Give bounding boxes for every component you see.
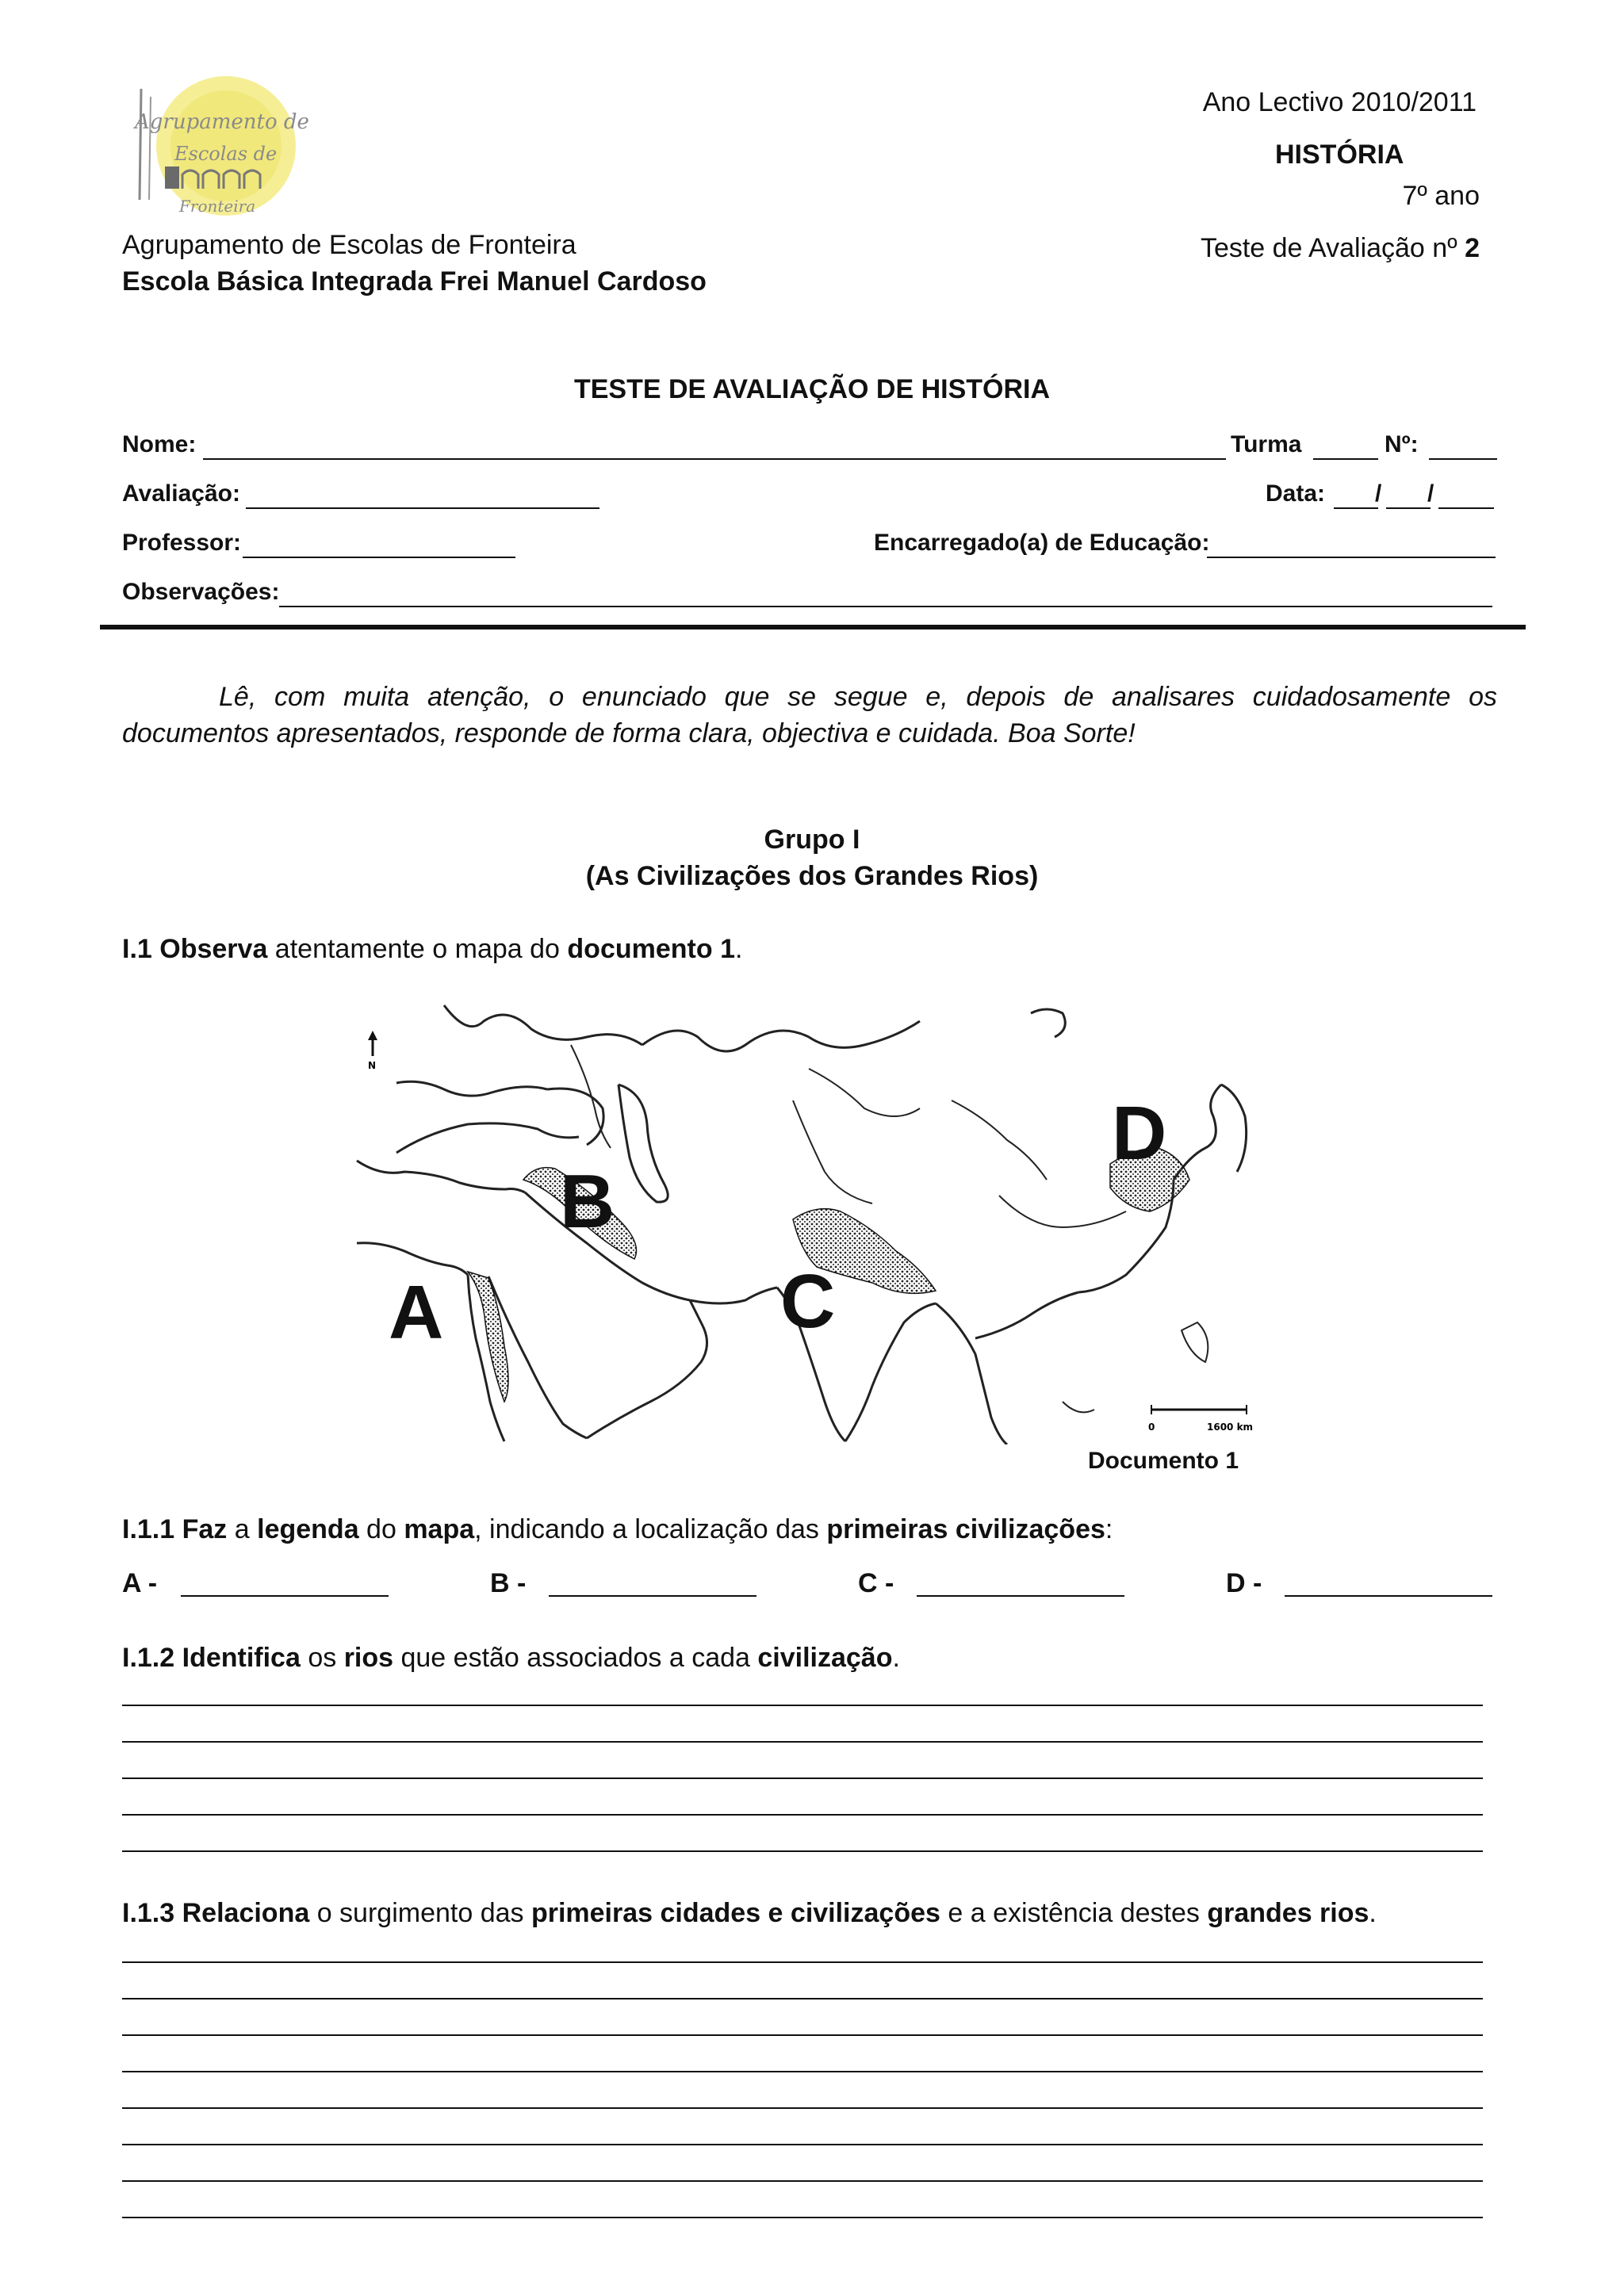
answer-line[interactable] — [122, 2034, 1483, 2036]
q111-t4: : — [1105, 1514, 1113, 1544]
question-1 — [122, 932, 742, 966]
logo-text-3: Fronteira — [179, 197, 256, 216]
q111-t3: , indicando a localização das — [474, 1514, 827, 1544]
group-subtitle: (As Civilizações dos Grandes Rios) — [585, 861, 1039, 891]
q111-b2: mapa — [404, 1514, 475, 1544]
subject: HISTÓRIA — [1275, 140, 1404, 170]
teacher-label: Professor: — [122, 530, 242, 556]
test-label: Teste de Avaliação nº — [1200, 233, 1465, 263]
logo-text-1: Agrupamento de — [135, 110, 309, 134]
question-1-1-1 — [122, 1513, 1113, 1546]
class-label: Turma — [1231, 431, 1302, 457]
q112-t3: . — [892, 1643, 900, 1673]
q111-b3: primeiras civilizações — [826, 1514, 1105, 1544]
q113-t1: o surgimento das — [309, 1898, 531, 1928]
q113-b2: grandes rios — [1207, 1898, 1369, 1928]
notes-label: Observações: — [122, 579, 280, 605]
date-month-field[interactable] — [1386, 507, 1431, 509]
answer-a-field[interactable] — [181, 1595, 389, 1597]
q112-num: I.1.2 — [122, 1643, 175, 1673]
q112-t1: os — [300, 1643, 344, 1673]
answer-b-label: B - — [490, 1568, 527, 1598]
school-name: Escola Básica Integrada Frei Manuel Cardoso — [122, 266, 707, 297]
answer-line[interactable] — [122, 2180, 1483, 2182]
teacher-field[interactable] — [243, 557, 515, 558]
instructions: Lê, com muita atenção, o enunciado que se segue e, depois de analisares cuidadosamente os documentos apresentados, responde de forma clara, objectiva e cuidada. Boa Sorte! — [122, 682, 1497, 748]
q112-b2: civilização — [757, 1643, 893, 1673]
class-field[interactable] — [1313, 458, 1378, 460]
question-1-1-3 — [122, 1896, 1377, 1930]
answer-line[interactable] — [122, 2107, 1483, 2109]
map-label-c: C — [780, 1259, 836, 1344]
q113-t3: . — [1369, 1898, 1377, 1928]
notes-field[interactable] — [279, 606, 1492, 607]
q113-num: I.1.3 — [122, 1898, 175, 1928]
answer-line[interactable] — [122, 1741, 1483, 1743]
answer-line[interactable] — [122, 1850, 1483, 1852]
answer-line[interactable] — [122, 2071, 1483, 2072]
q112-t2: que estão associados a cada — [393, 1643, 758, 1673]
map-label-a: A — [389, 1270, 444, 1355]
answer-line[interactable] — [122, 1814, 1483, 1816]
q111-t2: do — [358, 1514, 404, 1544]
date-sep-1: / — [1375, 480, 1382, 507]
name-field[interactable] — [203, 458, 1226, 460]
answer-line[interactable] — [122, 1705, 1483, 1706]
name-label: Nome: — [122, 431, 197, 457]
answer-a-label: A - — [122, 1568, 158, 1598]
scale-bar — [1148, 1405, 1253, 1433]
guardian-label: Encarregado(a) de Educação: — [874, 530, 1210, 556]
region-a — [468, 1272, 508, 1402]
map-label-b: B — [560, 1159, 615, 1244]
q1-doc: documento 1 — [567, 934, 735, 964]
map-svg — [349, 989, 1253, 1445]
map-caption: Documento 1 — [1088, 1448, 1239, 1474]
north-label: N — [368, 1060, 377, 1071]
grade: 7º ano — [1402, 181, 1480, 211]
answer-c-field[interactable] — [917, 1595, 1124, 1597]
answer-d-field[interactable] — [1285, 1595, 1492, 1597]
school-group: Agrupamento de Escolas de Fronteira — [122, 230, 576, 260]
answer-line[interactable] — [122, 1998, 1483, 1999]
group-title: Grupo I — [764, 825, 860, 855]
q1-text: atentamente o mapa do — [267, 934, 568, 964]
grade-field[interactable] — [246, 507, 599, 509]
map-label-d: D — [1112, 1091, 1167, 1176]
q113-verb: Relaciona — [182, 1898, 310, 1928]
q111-num: I.1.1 — [122, 1514, 175, 1544]
date-label: Data: — [1266, 480, 1326, 507]
date-sep-2: / — [1427, 480, 1434, 507]
answer-d-label: D - — [1226, 1568, 1262, 1598]
date-day-field[interactable] — [1334, 507, 1378, 509]
q111-t1: a — [227, 1514, 258, 1544]
q112-verb: Identifica — [182, 1643, 301, 1673]
answer-b-field[interactable] — [549, 1595, 756, 1597]
answer-line[interactable] — [122, 1961, 1483, 1963]
q1-end: . — [734, 934, 743, 964]
scale-zero: 0 — [1148, 1422, 1155, 1433]
number-field[interactable] — [1429, 458, 1497, 460]
guardian-field[interactable] — [1207, 557, 1496, 558]
q113-b1: primeiras cidades e civilizações — [530, 1898, 940, 1928]
q111-verb: Faz — [182, 1514, 228, 1544]
grade-label: Avaliação: — [122, 480, 240, 507]
map-document-1 — [349, 989, 1253, 1445]
answer-line[interactable] — [122, 2217, 1483, 2218]
form-title: TESTE DE AVALIAÇÃO DE HISTÓRIA — [573, 374, 1051, 404]
test-number-line — [1004, 232, 1480, 265]
test-number: 2 — [1465, 233, 1480, 263]
answer-line[interactable] — [122, 1777, 1483, 1779]
north-arrow-icon — [368, 1031, 377, 1071]
header-divider — [100, 625, 1526, 629]
q113-t2: e a existência destes — [940, 1898, 1208, 1928]
q111-b1: legenda — [257, 1514, 359, 1544]
school-year: Ano Lectivo 2010/2011 — [1202, 87, 1477, 117]
school-logo — [119, 73, 325, 232]
answer-line[interactable] — [122, 2144, 1483, 2145]
number-label: Nº: — [1385, 431, 1419, 457]
question-1-1-2 — [122, 1641, 900, 1674]
answer-c-label: C - — [858, 1568, 894, 1598]
scale-label: 1600 km — [1207, 1422, 1253, 1433]
q1-num: I.1 — [122, 934, 152, 964]
q1-verb: Observa — [159, 934, 268, 964]
q112-b1: rios — [343, 1643, 394, 1673]
date-year-field[interactable] — [1438, 507, 1494, 509]
logo-text-2: Escolas de — [174, 143, 278, 165]
